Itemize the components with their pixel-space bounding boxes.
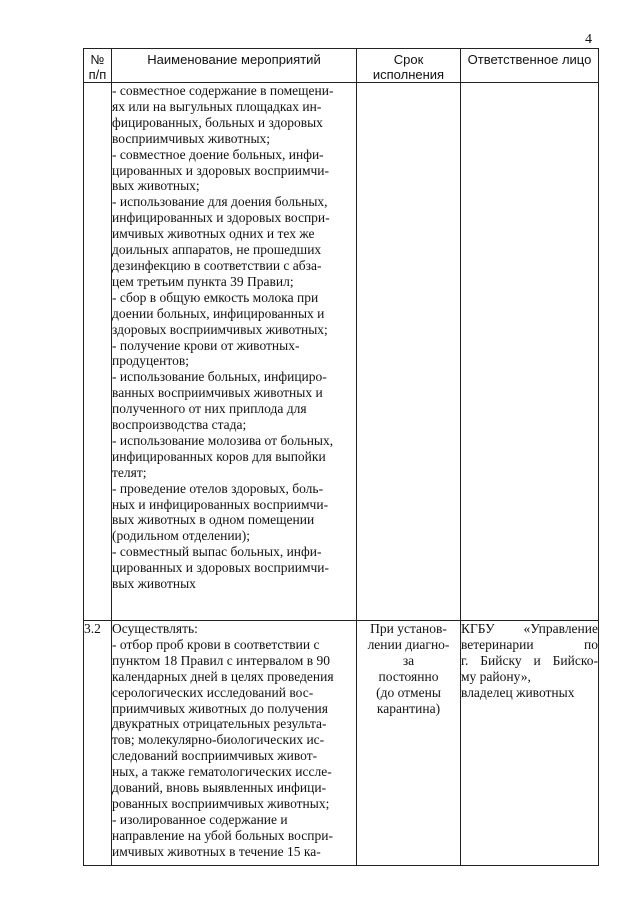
responsible-line: владелец животных bbox=[461, 685, 575, 700]
description-line: ных и инфицированных восприимчи- bbox=[112, 496, 329, 512]
description-line: тов; молекулярно-биологических ис- bbox=[112, 732, 325, 748]
header-term-line1: Срок bbox=[393, 52, 424, 67]
description-line: направление на убой больных воспри- bbox=[112, 827, 333, 843]
description-line: - совместное содержание в помещени- bbox=[112, 83, 334, 98]
table-header-row bbox=[84, 49, 599, 83]
term-line: (до отмены bbox=[376, 685, 441, 700]
description-line: (родильном отделении); bbox=[112, 528, 251, 544]
description-line: Осуществлять: bbox=[112, 621, 198, 636]
description-line: вых животных bbox=[112, 576, 196, 592]
description-line: ванных восприимчивых животных и bbox=[112, 385, 323, 401]
description-line: ях или на выгульных площадках ин- bbox=[112, 98, 322, 114]
row-responsible bbox=[461, 83, 599, 621]
description-line: двукратных отрицательных результа- bbox=[112, 716, 327, 732]
description-line: дезинфекцию в соответствии с абза- bbox=[112, 257, 322, 273]
row-description bbox=[112, 621, 357, 866]
term-line: за bbox=[402, 653, 415, 668]
row-description bbox=[112, 83, 357, 621]
description-line: инфицированных и здоровых воспри- bbox=[112, 210, 330, 226]
description-line: полученного от них приплода для bbox=[112, 401, 307, 417]
description-line: вых животных в одном помещении bbox=[112, 512, 315, 528]
header-number bbox=[84, 49, 112, 83]
description-line: - использование для доения больных, bbox=[112, 194, 328, 210]
description-line: - получение крови от животных- bbox=[112, 337, 300, 353]
page-number: 4 bbox=[585, 32, 592, 47]
header-number-symbol: № bbox=[90, 52, 105, 67]
header-term bbox=[357, 49, 461, 83]
table-row bbox=[84, 621, 599, 866]
description-line: - сбор в общую емкость молока при bbox=[112, 289, 319, 305]
header-responsible bbox=[461, 49, 599, 83]
description-line: ных, а также гематологических иссле- bbox=[112, 764, 332, 780]
header-name-label: Наименование мероприятий bbox=[147, 52, 321, 67]
term-line: постоянно bbox=[378, 669, 439, 684]
description-line: восприимчивых животных; bbox=[112, 130, 271, 146]
description-line: имчивых животных одних и тех же bbox=[112, 226, 315, 242]
responsible-line: му району», bbox=[461, 669, 531, 684]
description-line: фицированных, больных и здоровых bbox=[112, 114, 323, 130]
description-line: - совместный выпас больных, инфи- bbox=[112, 544, 322, 560]
row-number bbox=[84, 83, 112, 621]
header-name bbox=[112, 49, 357, 83]
description-line: - использование больных, инфициро- bbox=[112, 369, 327, 385]
description-line: приимчивых животных до получения bbox=[112, 700, 328, 716]
description-line: вых животных; bbox=[112, 178, 200, 194]
description-line: телят; bbox=[112, 464, 147, 480]
description-line: воспроизводства стада; bbox=[112, 417, 247, 433]
responsible-line: ветеринарии по bbox=[461, 637, 598, 652]
row-term bbox=[357, 83, 461, 621]
description-line: цированных и здоровых восприимчи- bbox=[112, 560, 329, 576]
description-line: продуцентов; bbox=[112, 353, 189, 369]
row-number: 3.2 bbox=[84, 621, 112, 866]
description-line: - отбор проб крови в соответствии с bbox=[112, 636, 320, 652]
description-line: здоровых восприимчивых животных; bbox=[112, 321, 328, 337]
description-line: цированных и здоровых восприимчи- bbox=[112, 162, 329, 178]
description-line: имчивых животных в течение 15 ка- bbox=[112, 843, 321, 859]
header-responsible-label: Ответственное лицо bbox=[467, 52, 592, 67]
description-line: серологических исследований вос- bbox=[112, 684, 314, 700]
description-line: следований восприимчивых живот- bbox=[112, 748, 318, 764]
description-line: - проведение отелов здоровых, боль- bbox=[112, 480, 324, 496]
description-line: - совместное доение больных, инфи- bbox=[112, 146, 324, 162]
term-line: лении диагно- bbox=[367, 637, 450, 652]
description-line: инфицированных коров для выпойки bbox=[112, 448, 326, 464]
header-term-line2: исполнения bbox=[372, 67, 445, 82]
row-term bbox=[357, 621, 461, 866]
responsible-line: г. Бийску и Бийско- bbox=[461, 653, 598, 668]
description-line: - изолированное содержание и bbox=[112, 811, 288, 827]
term-line: При установ- bbox=[370, 621, 447, 636]
table-row bbox=[84, 83, 599, 621]
row-responsible bbox=[461, 621, 599, 866]
description-line: - использование молозива от больных, bbox=[112, 432, 334, 448]
description-line: дований, вновь выявленных инфици- bbox=[112, 780, 327, 796]
description-line: доильных аппаратов, не прошедших bbox=[112, 242, 322, 258]
header-number-abbr: п/п bbox=[88, 67, 107, 82]
description-line: доении больных, инфицированных и bbox=[112, 305, 325, 321]
term-line: карантина) bbox=[376, 701, 441, 716]
description-line: рованных восприимчивых животных; bbox=[112, 795, 330, 811]
description-line: календарных дней в целях проведения bbox=[112, 668, 334, 684]
description-line: цем третьим пункта 39 Правил; bbox=[112, 273, 294, 289]
responsible-line: КГБУ «Управление bbox=[461, 621, 598, 636]
measures-table bbox=[83, 48, 599, 866]
description-line: пунктом 18 Правил с интервалом в 90 bbox=[112, 652, 330, 668]
